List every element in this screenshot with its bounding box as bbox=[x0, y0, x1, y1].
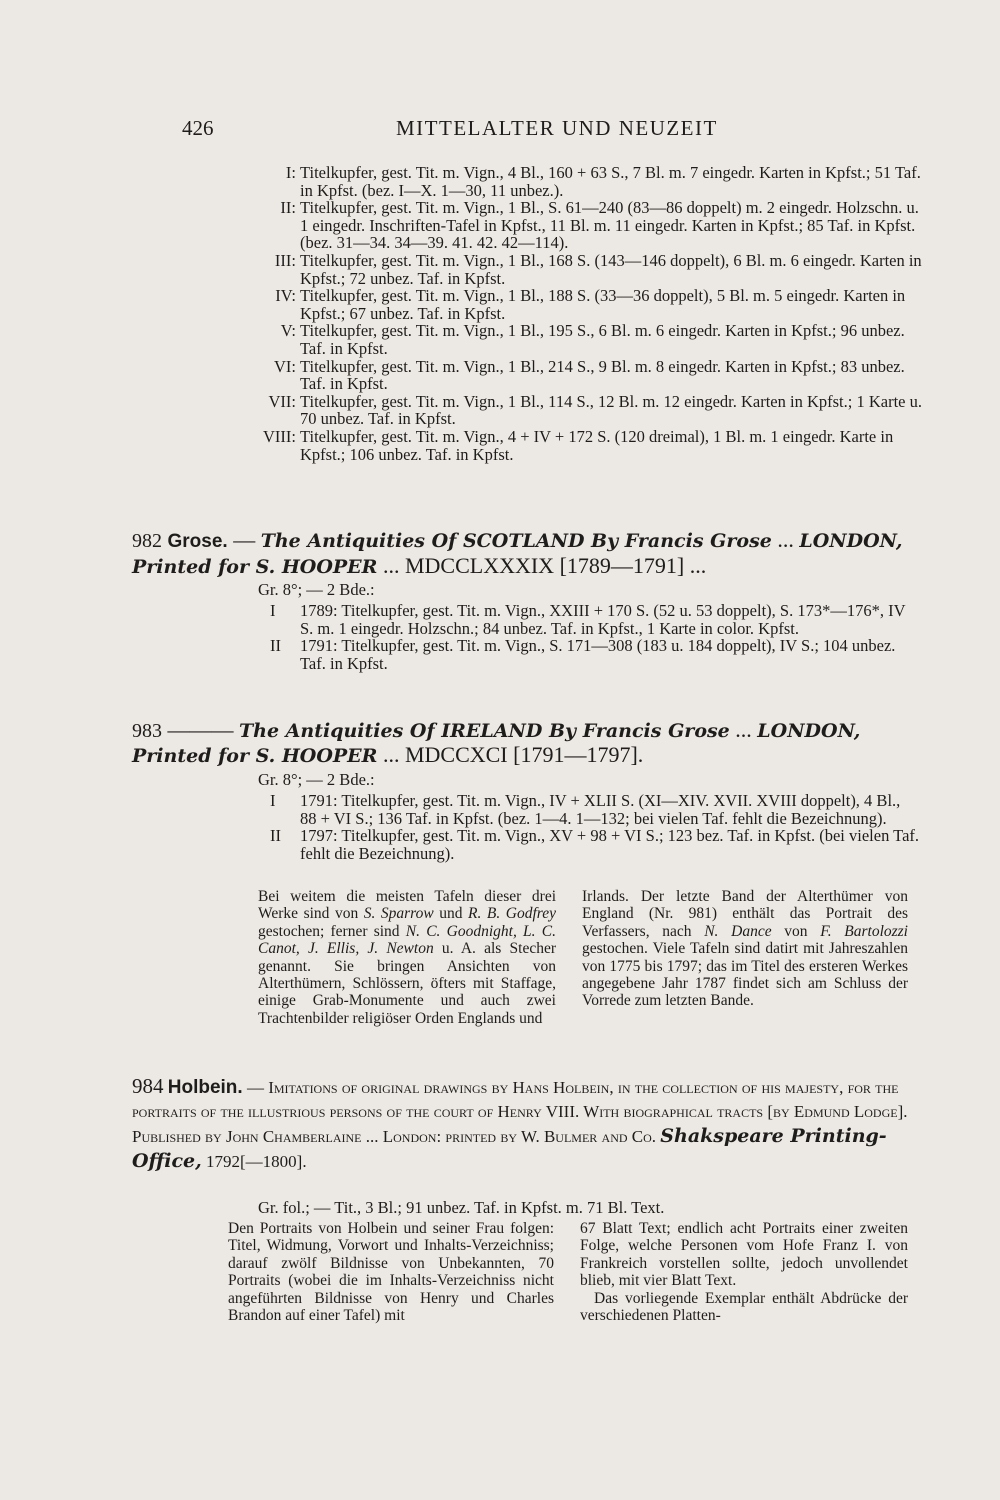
entry-984-heading bbox=[132, 1074, 932, 1174]
volume-entry bbox=[262, 322, 922, 357]
volume-entry bbox=[262, 287, 922, 322]
volume-entry bbox=[270, 792, 920, 827]
volume-description: 1789: Titelkupfer, gest. Tit. m. Vign., XXIII + 170 S. (52 u. 53 doppelt), S. 173*—176*, IV S. m. 1 eingedr. Holzschn.; 84 unbez. Taf. in Kpfst., 1 Karte in color. Kpfst. bbox=[300, 601, 906, 638]
entry-984-note-right bbox=[580, 1220, 908, 1324]
previous-entry-volumes bbox=[262, 164, 922, 463]
note-text: von bbox=[771, 922, 821, 940]
volume-entry bbox=[262, 199, 922, 252]
note-text: Bei weitem die meisten Tafeln dieser drei Werke sind von bbox=[258, 888, 556, 923]
volume-number: I: bbox=[285, 163, 296, 182]
volume-description: Titelkupfer, gest. Tit. m. Vign., 1 Bl., 114 S., 12 Bl. m. 12 eingedr. Karten in Kpfst.; 1 Karte u. 70 unbez. Taf. in Kpfst. bbox=[300, 391, 922, 429]
engraver-name: F. Bartolozzi bbox=[820, 922, 908, 940]
note-text: Das vorliegende Exemplar enthält Abdrücke der verschiedenen Platten- bbox=[580, 1289, 908, 1325]
volume-entry bbox=[262, 358, 922, 393]
note-text: gestochen. Viele Tafeln sind datirt mit Jahreszahlen von 1775 bis 1797; das im Titel des ersteren Werkes angegebene Jahr 1787 findet sich am Schluss der Vorrede zum letzten Bande. bbox=[582, 940, 908, 1010]
entry-date: ... MDCCLXXXIX [1789—1791] ... bbox=[382, 553, 707, 578]
entry-date: ... MDCCXCI [1791—1797]. bbox=[382, 742, 644, 767]
volume-description: Titelkupfer, gest. Tit. m. Vign., 4 + IV + 172 S. (120 dreimal), 1 Bl. m. 1 eingedr. Karte in Kpfst.; 106 unbez. Taf. in Kpfst. bbox=[300, 426, 894, 464]
volume-number: II: bbox=[280, 198, 296, 218]
volume-number: VI: bbox=[274, 356, 296, 376]
entry-dash: — bbox=[246, 1078, 264, 1097]
title-ellipsis: ... bbox=[777, 527, 794, 552]
entry-number: 984 bbox=[132, 1074, 164, 1098]
entry-format: Gr. 8°; — 2 Bde.: bbox=[258, 580, 375, 599]
volume-entry bbox=[270, 637, 920, 672]
volume-entry bbox=[262, 252, 922, 287]
entry-title-blackletter: The Antiquities Of IRELAND By Francis Grose bbox=[239, 720, 730, 742]
volume-description: Titelkupfer, gest. Tit. m. Vign., 1 Bl., S. 61—240 (83—86 doppelt) m. 2 eingedr. Holzschn. u. 1 eingedr. Inschriften-Tafel in Kpfst., 11 Bl. m. 11 eingedr. Karten in Kpfst.; 85 Taf. in Kpfst. (bez. 31—34. 34—39. 41. 42. 42—114). bbox=[300, 198, 919, 253]
note-text: gestochen; ferner sind bbox=[258, 922, 406, 940]
volume-entry bbox=[262, 428, 922, 463]
entry-format: Gr. 8°; — 2 Bde.: bbox=[258, 770, 375, 789]
volume-description: Titelkupfer, gest. Tit. m. Vign., 4 Bl., 160 + 63 S., 7 Bl. m. 7 eingedr. Karten in Kpfst.; 51 Taf. in Kpfst. (bez. I—X. 1—30, 11 unbez.). bbox=[300, 163, 921, 200]
engraver-name: S. Sparrow bbox=[363, 905, 434, 923]
note-text: Irlands. Der letzte Band der Alterthümer von England (Nr. 981) enthält das Portrait des Verfassers, nach bbox=[582, 888, 908, 940]
entry-983-note-right bbox=[582, 888, 908, 1010]
volume-number: VIII: bbox=[263, 426, 296, 446]
volume-number: III: bbox=[274, 250, 296, 270]
entry-title-blackletter: The Antiquities Of SCOTLAND By Francis Grose bbox=[260, 530, 772, 552]
engraver-name: R. B. Godfrey bbox=[468, 905, 557, 923]
volume-entry bbox=[262, 164, 922, 199]
entry-983-heading bbox=[132, 718, 932, 768]
note-text: u. A. als Stecher genannt. Sie bringen Ansichten von Alterthümern, Schlössern, öfters mit Staffage, einige Grab-Monumente und auch zwei Trachtenbilder religiöser Orden Englands und bbox=[258, 940, 556, 1027]
volume-description: Titelkupfer, gest. Tit. m. Vign., 1 Bl., 195 S., 6 Bl. m. 6 eingedr. Karten in Kpfst.; 96 unbez. Taf. in Kpfst. bbox=[300, 321, 905, 358]
volume-description: 1791: Titelkupfer, gest. Tit. m. Vign., IV + XLII S. (XI—XIV. XVII. XVIII doppelt), 4 Bl., 88 + VI S.; 136 Taf. in Kpfst. (bez. 1—4. 1—132; bei vielen Taf. fehlt die Bezeichnung). bbox=[300, 791, 901, 828]
entry-982-heading bbox=[132, 528, 932, 579]
page-number: 426 bbox=[182, 116, 214, 140]
volume-number: VII: bbox=[268, 391, 296, 411]
volume-number: IV: bbox=[275, 286, 296, 306]
entry-author: Grose. bbox=[167, 531, 228, 552]
volume-number: I bbox=[270, 601, 276, 620]
entry-984-note-left bbox=[228, 1220, 554, 1324]
note-text: Den Portraits von Holbein und seiner Frau folgen: Titel, Widmung, Vorwort und Inhalts-Verzeichniss; darauf zwölf Bildnisse von Unbekannten, 70 Portraits (wobei die im Inhalts-Verzeichniss nicht angeführten Bildnisse von Henry und Charles Brandon auf einer Tafel) mit bbox=[228, 1220, 554, 1325]
volume-entry bbox=[270, 827, 920, 862]
volume-number: I bbox=[270, 791, 276, 810]
entry-date: 1792[—1800]. bbox=[206, 1152, 307, 1171]
title-ellipsis: ... bbox=[735, 717, 752, 742]
volume-description: 1797: Titelkupfer, gest. Tit. m. Vign., XV + 98 + VI S.; 123 bez. Taf. in Kpfst. (bei vielen Taf. fehlt die Bezeichnung). bbox=[300, 826, 920, 863]
entry-dash: — bbox=[233, 527, 256, 552]
volume-description: 1791: Titelkupfer, gest. Tit. m. Vign., S. 171—308 (183 u. 184 doppelt), IV S.; 104 unbez. Taf. in Kpfst. bbox=[300, 636, 896, 673]
entry-number: 983 bbox=[132, 720, 162, 742]
volume-number: II bbox=[270, 636, 281, 656]
volume-number: V: bbox=[280, 321, 296, 341]
entry-printer-blackletter: Printed for S. HOOPER bbox=[132, 556, 378, 578]
volume-entry bbox=[262, 393, 922, 428]
engraver-names: N. C. Goodnight, L. C. Canot, J. Ellis, J. Newton bbox=[258, 922, 556, 958]
note-text: und bbox=[433, 905, 469, 923]
entry-place-blackletter: LONDON, bbox=[757, 720, 861, 742]
entry-title-small-caps: Imitations of original drawings by Hans Holbein, in the collection of his majesty, for the portraits of the illustrious persons of the court of Henry VIII. With biographical tracts [by Edmund Lodge]. Published by John Chamberlaine ... London: printed by W. Bulmer and Co. bbox=[132, 1078, 908, 1146]
entry-printer-blackletter: Printed for S. HOOPER bbox=[132, 745, 378, 767]
entry-number: 982 bbox=[132, 530, 162, 552]
entry-983-volumes bbox=[270, 792, 920, 862]
entry-printer-blackletter: Shakspeare Printing-Office, bbox=[132, 1125, 887, 1172]
entry-place-blackletter: LONDON, bbox=[799, 530, 903, 552]
page-heading: MITTELALTER UND NEUZEIT bbox=[396, 116, 718, 140]
volume-entry bbox=[270, 602, 920, 637]
entry-982-volumes bbox=[270, 602, 920, 672]
entry-format: Gr. fol.; — Tit., 3 Bl.; 91 unbez. Taf. in Kpfst. m. 71 Bl. Text. bbox=[258, 1198, 665, 1217]
entry-dash: ——— bbox=[167, 717, 234, 742]
artist-name: N. Dance bbox=[704, 922, 772, 940]
volume-description: Titelkupfer, gest. Tit. m. Vign., 1 Bl., 214 S., 9 Bl. m. 8 eingedr. Karten in Kpfst.; 83 unbez. Taf. in Kpfst. bbox=[300, 356, 905, 394]
volume-number: II bbox=[270, 826, 281, 846]
entry-983-note-left bbox=[258, 888, 556, 1027]
entry-author: Holbein. bbox=[167, 1077, 243, 1098]
volume-description: Titelkupfer, gest. Tit. m. Vign., 1 Bl., 188 S. (33—36 doppelt), 5 Bl. m. 5 eingedr. Karten in Kpfst.; 67 unbez. Taf. in Kpfst. bbox=[300, 286, 906, 323]
volume-description: Titelkupfer, gest. Tit. m. Vign., 1 Bl., 168 S. (143—146 doppelt), 6 Bl. m. 6 eingedr. Karten in Kpfst.; 72 unbez. Taf. in Kpfst. bbox=[300, 250, 922, 288]
note-text: 67 Blatt Text; endlich acht Portraits einer zweiten Folge, welche Personen vom Hofe Franz I. von Frankreich vorstellen sollte, jedoch unvollendet blieb, mit vier Blatt Text. bbox=[580, 1220, 908, 1290]
